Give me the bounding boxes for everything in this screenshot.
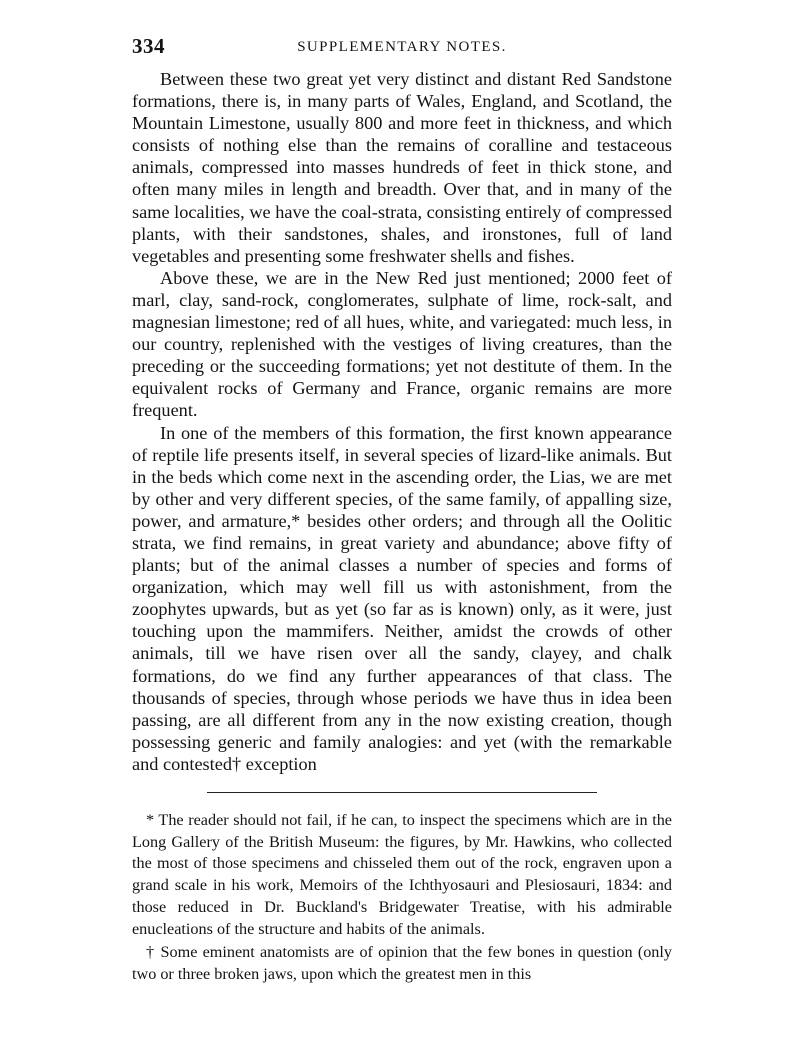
paragraph-3: In one of the members of this formation, the first known appearance of reptile life presents itself, in several species of lizard-like animals. But in the beds which come next in the ascending order, the Lias, we are met by other and very different species, of the same family, of appalling size, power, and armature,* besides other orders; and through all the Oolitic strata, we find remains, in great variety and abundance; above fifty of plants; but of the animal classes a number of species and forms of organization, which may well fill us with astonishment, from the zoophytes upwards, but as yet (so far as is known) only, as it were, just touching upon the mammifers. Neither, amidst the crowds of other animals, till we have risen over all the sandy, clayey, and chalk formations, do we find any further appearances of that class. The thousands of species, through whose periods we have thus in idea been passing, are all different from any in the now existing creation, though possessing generic and family analogies: and yet (with the remarkable and contested† exception — [132, 422, 672, 774]
footnotes — [132, 810, 672, 986]
running-title: SUPPLEMENTARY NOTES. — [297, 39, 507, 55]
main-text — [132, 68, 672, 775]
paragraph-2: Above these, we are in the New Red just mentioned; 2000 feet of marl, clay, sand-rock, conglomerates, sulphate of lime, rock-salt, and magnesian limestone; red of all hues, white, and variegated: much less, in our country, replenished with the vestiges of living creatures, than the preceding or the succeeding formations; yet not destitute of them. In the equivalent rocks of Germany and France, organic remains are more frequent. — [132, 267, 672, 421]
footnote-divider — [207, 792, 597, 793]
paragraph-1: Between these two great yet very distinct and distant Red Sandstone formations, there is, in many parts of Wales, England, and Scotland, the Mountain Limestone, usually 800 and more feet in thickness, and which consists of nothing else than the remains of coralline and testaceous animals, compressed into masses hundreds of feet in thick stone, and often many miles in length and breadth. Over that, and in many of the same localities, we have the coal-strata, consisting entirely of compressed plants, with their sandstones, shales, and ironstones, full of land vegetables and presenting some freshwater shells and fishes. — [132, 69, 672, 266]
footnote-dagger: † Some eminent anatomists are of opinion that the few bones in question (only two or three broken jaws, upon which the greatest men in this — [132, 943, 672, 983]
footnote-asterisk: * The reader should not fail, if he can, to inspect the specimens which are in the Long Gallery of the British Museum: the figures, by Mr. Hawkins, who collected the most of those specimens and chisseled them out of the rock, engraven upon a grand scale in his work, Memoirs of the Ichthyosauri and Plesiosauri, 1834: and those reduced in Dr. Buckland's Bridgewater Treatise, with his admirable enucleations of the structure and habits of the animals. — [132, 811, 672, 938]
page-header — [132, 34, 672, 68]
book-page — [132, 34, 672, 986]
page-number: 334 — [132, 34, 165, 58]
